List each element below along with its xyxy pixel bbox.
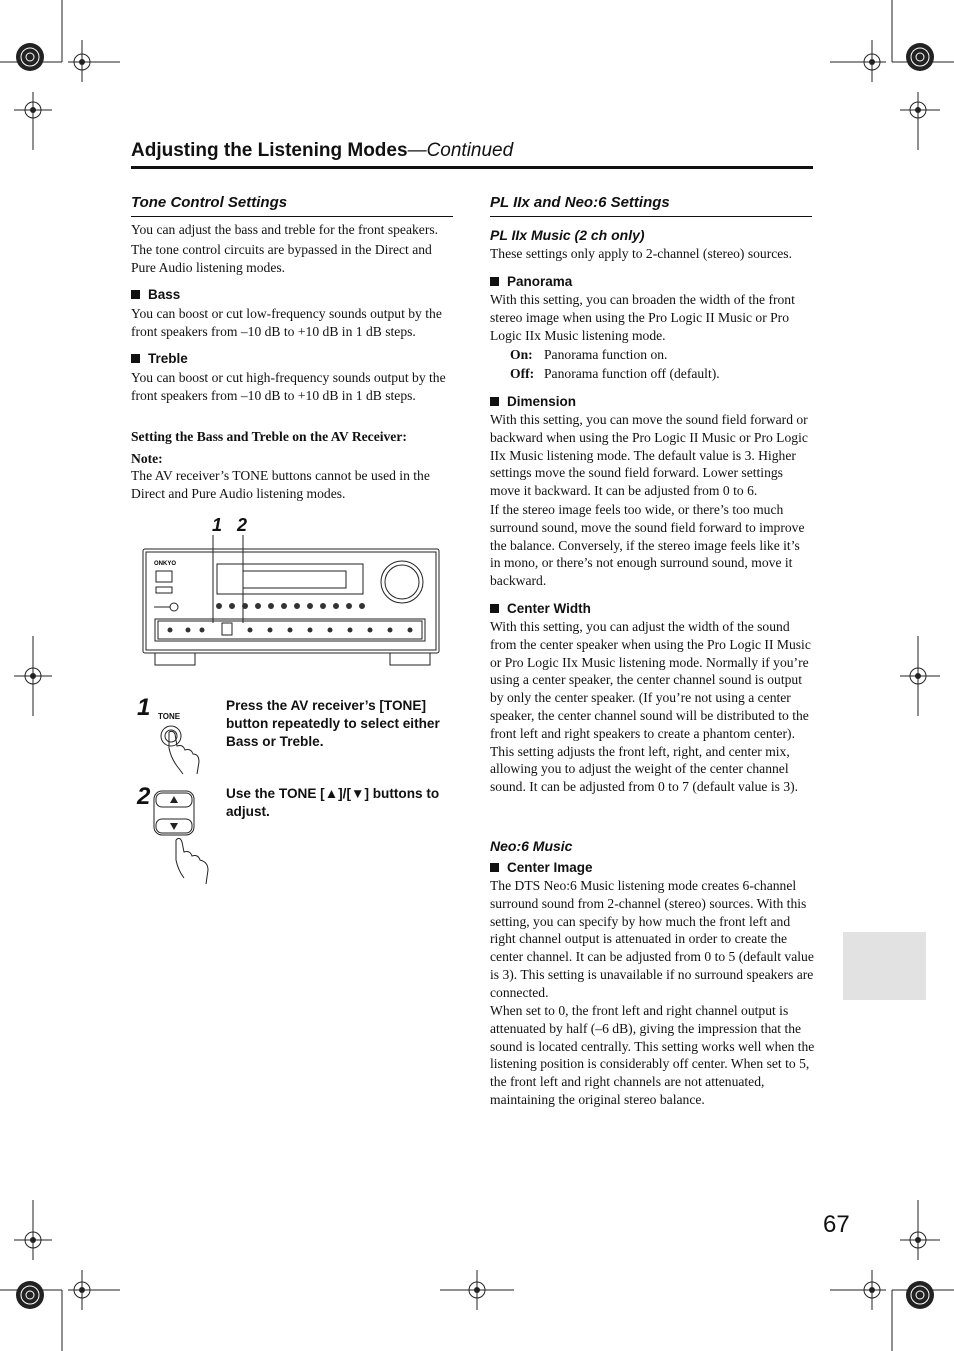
option-desc: Panorama function on.	[544, 347, 668, 362]
center-width-heading	[490, 601, 591, 616]
plii-music-intro: These settings only apply to 2-channel (stereo) sources.	[490, 246, 792, 261]
receiver-front-panel	[140, 535, 450, 670]
tone-intro-1: You can adjust the bass and treble for the front speakers.	[131, 222, 439, 237]
bass-heading-text: Bass	[148, 287, 181, 302]
chapter-tab	[843, 932, 926, 1000]
center-width-heading-text: Center Width	[507, 601, 591, 616]
center-image-text-2: When set to 0, the front left and right channel output is attenuated by half (–6 dB), giving the impression that the sound is located centrally. This setting works well when the listening position is considerably off center. When set to 5, the front left and right channels are not attenuated, maintaining the original stereo balance.	[490, 1003, 815, 1107]
panorama-option-on	[510, 345, 667, 364]
treble-text: You can boost or cut high-frequency sounds output by the front speakers from –10 dB to +10 dB in 1 dB steps.	[131, 370, 446, 403]
panorama-text: With this setting, you can broaden the width of the front stereo image when using the Pro Logic II Music or Pro Logic IIx Music listening mode.	[490, 292, 795, 343]
option-desc: Panorama function off (default).	[544, 366, 720, 381]
center-image-text: The DTS Neo:6 Music listening mode creates 6-channel surround sound from 2-channel (stereo) sources. With this setting, you can specify by how much the front left and right channel output is attenuated in order to create the center channel. It can be adjusted from 0 to 5 (default value is 3). This setting is unavailable if no surround speakers are connected.	[490, 878, 814, 1000]
treble-heading-text: Treble	[148, 351, 188, 366]
panorama-heading-text: Panorama	[507, 274, 573, 289]
step2-text: Use the TONE [▲]/[▼] buttons to adjust.	[226, 786, 440, 819]
bass-heading	[131, 287, 180, 302]
figure-callout-1: 1	[212, 515, 223, 535]
tone-up-down-press-icon	[152, 790, 217, 885]
neo6-music-heading: Neo:6 Music	[490, 838, 573, 854]
bass-text: You can boost or cut low-frequency sounds output by the front speakers from –10 dB to +10 dB in 1 dB steps.	[131, 306, 442, 339]
setting-heading: Setting the Bass and Treble on the AV Receiver:	[131, 429, 407, 444]
dimension-heading-text: Dimension	[507, 394, 577, 409]
tone-button-label: TONE	[158, 712, 181, 721]
header-title: Adjusting the Listening Modes	[131, 140, 408, 161]
dimension-text-2: If the stereo image feels too wide, or there’s too much surround sound, move the sound field forward to improve the balance. Conversely, if the stereo image feels like it’s in mono, or there’s not enough surround sound, move it backward.	[490, 502, 805, 589]
step1-number: 1	[137, 694, 151, 721]
dimension-heading	[490, 394, 576, 409]
panorama-option-off	[510, 364, 720, 383]
tone-button-press-icon	[155, 722, 215, 777]
tone-section-title: Tone Control Settings	[131, 194, 288, 211]
center-image-heading-text: Center Image	[507, 860, 593, 875]
center-width-text: With this setting, you can adjust the width of the sound from the center speaker when using the Pro Logic II Music or Pro Logic IIx Music listening mode. Normally if you’re using a center speaker, the center channel sound is output by only the center speaker. (If you’re not using a center speaker, the center channel sound will be distributed to the front left and right speakers to create a phantom center). This setting adjusts the front left, right, and center mix, allowing you to adjust the weight of the center channel sound. It can be adjusted from 0 to 7 (default value is 3).	[490, 619, 811, 795]
treble-heading	[131, 351, 188, 366]
tone-section-rule	[131, 216, 453, 217]
device-logo: ONKYO	[154, 561, 177, 567]
tone-intro-2: The tone control circuits are bypassed in the Direct and Pure Audio listening modes.	[131, 242, 432, 275]
center-image-heading	[490, 860, 593, 875]
page-number: 67	[823, 1211, 850, 1238]
plii-music-heading: PL IIx Music (2 ch only)	[490, 227, 645, 243]
plii-section-rule	[490, 216, 812, 217]
dimension-text: With this setting, you can move the sound field forward or backward when using the Pro Logic II Music or Pro Logic IIx Music listening mode. The default value is 3. Higher settings move the sound field forward. Lower settings move it backward. It can be adjusted from 0 to 6.	[490, 412, 808, 499]
header-continued: —Continued	[407, 140, 514, 161]
panorama-heading	[490, 274, 572, 289]
plii-section-title: PL IIx and Neo:6 Settings	[490, 194, 670, 211]
figure-callout-2: 2	[237, 515, 248, 535]
option-key: Off:	[510, 366, 535, 381]
note-label: Note:	[131, 451, 163, 466]
option-key: On:	[510, 347, 533, 362]
header-rule	[131, 166, 813, 169]
step1-text: Press the AV receiver’s [TONE] button repeatedly to select either Bass or Treble.	[226, 698, 440, 749]
note-text: The AV receiver’s TONE buttons cannot be used in the Direct and Pure Audio listening modes.	[131, 468, 430, 501]
step2-number: 2	[137, 783, 151, 810]
page-header	[131, 140, 513, 162]
